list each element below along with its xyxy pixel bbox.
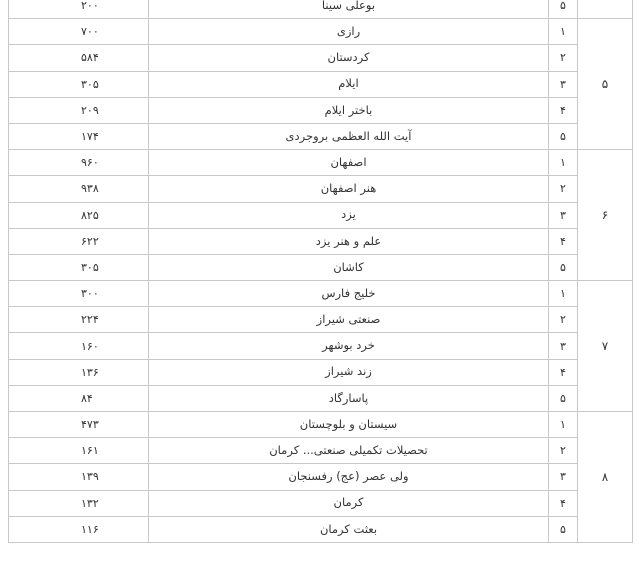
rank-cell: ۵ (549, 254, 578, 280)
rank-cell: ۳ (549, 71, 578, 97)
university-name-cell: علم و هنر یزد (149, 228, 549, 254)
score-cell: ۱۱۶ (9, 516, 149, 542)
rank-cell: ۳ (549, 333, 578, 359)
university-name-cell: بوعلی سینا (149, 0, 549, 19)
rank-cell: ۴ (549, 490, 578, 516)
university-name-cell: کردستان (149, 45, 549, 71)
table-row (9, 19, 633, 45)
score-cell: ۱۶۰ (9, 333, 149, 359)
table-row (9, 202, 633, 228)
score-cell: ۹۳۸ (9, 176, 149, 202)
rank-cell: ۱ (549, 150, 578, 176)
table-row (9, 97, 633, 123)
score-cell: ۱۳۲ (9, 490, 149, 516)
rank-cell: ۲ (549, 307, 578, 333)
table-row (9, 45, 633, 71)
rank-cell: ۲ (549, 438, 578, 464)
rank-cell: ۵ (549, 516, 578, 542)
university-name-cell: کاشان (149, 254, 549, 280)
group-number-cell: ۷ (578, 281, 633, 412)
table-row (9, 385, 633, 411)
rank-cell: ۱ (549, 281, 578, 307)
university-name-cell: بعثت کرمان (149, 516, 549, 542)
table-row (9, 150, 633, 176)
rank-cell: ۴ (549, 228, 578, 254)
university-name-cell: اصفهان (149, 150, 549, 176)
score-cell: ۷۰۰ (9, 19, 149, 45)
university-name-cell: صنعتی شیراز (149, 307, 549, 333)
score-cell: ۳۰۰ (9, 281, 149, 307)
table-row (9, 254, 633, 280)
table-row (9, 281, 633, 307)
university-name-cell: ولی عصر (عج) رفسنجان (149, 464, 549, 490)
score-cell: ۱۳۶ (9, 359, 149, 385)
score-cell: ۴۷۳ (9, 412, 149, 438)
university-name-cell: رازی (149, 19, 549, 45)
table-row (9, 438, 633, 464)
score-cell: ۱۳۹ (9, 464, 149, 490)
score-cell: ۵۸۴ (9, 45, 149, 71)
rank-cell: ۱ (549, 412, 578, 438)
university-name-cell: یزد (149, 202, 549, 228)
rank-cell: ۲ (549, 176, 578, 202)
table-row (9, 0, 633, 19)
table-row (9, 228, 633, 254)
group-number-cell: ۵ (578, 19, 633, 150)
rank-cell: ۳ (549, 202, 578, 228)
table-row (9, 307, 633, 333)
table-row (9, 412, 633, 438)
university-name-cell: خرد بوشهر (149, 333, 549, 359)
university-name-cell: آیت الله العظمی بروجردی (149, 123, 549, 149)
university-name-cell: ایلام (149, 71, 549, 97)
score-cell: ۱۷۴ (9, 123, 149, 149)
rank-cell: ۵ (549, 385, 578, 411)
university-name-cell: خلیج فارس (149, 281, 549, 307)
group-number-cell: ۸ (578, 412, 633, 543)
university-ranking-table (8, 0, 633, 543)
university-name-cell: پاسارگاد (149, 385, 549, 411)
score-cell: ۸۴ (9, 385, 149, 411)
university-name-cell: تحصیلات تکمیلی صنعتی... کرمان (149, 438, 549, 464)
table-row (9, 333, 633, 359)
university-name-cell: سیستان و بلوچستان (149, 412, 549, 438)
score-cell: ۹۶۰ (9, 150, 149, 176)
rank-cell: ۲ (549, 45, 578, 71)
table-row (9, 71, 633, 97)
table-row (9, 359, 633, 385)
university-name-cell: کرمان (149, 490, 549, 516)
score-cell: ۲۰۹ (9, 97, 149, 123)
rank-cell: ۴ (549, 97, 578, 123)
table-row (9, 176, 633, 202)
table-row (9, 516, 633, 542)
group-number-cell (578, 0, 633, 19)
table-row (9, 464, 633, 490)
table-body (9, 0, 633, 542)
score-cell: ۸۲۵ (9, 202, 149, 228)
university-name-cell: هنر اصفهان (149, 176, 549, 202)
table-row (9, 490, 633, 516)
rank-cell: ۵ (549, 123, 578, 149)
score-cell: ۲۲۴ (9, 307, 149, 333)
rank-cell: ۵ (549, 0, 578, 19)
university-name-cell: زند شیراز (149, 359, 549, 385)
table-row (9, 123, 633, 149)
score-cell: ۳۰۵ (9, 71, 149, 97)
university-name-cell: باختر ایلام (149, 97, 549, 123)
rank-cell: ۳ (549, 464, 578, 490)
rank-cell: ۱ (549, 19, 578, 45)
score-cell: ۲۰۰ (9, 0, 149, 19)
score-cell: ۶۲۲ (9, 228, 149, 254)
group-number-cell: ۶ (578, 150, 633, 281)
rank-cell: ۴ (549, 359, 578, 385)
score-cell: ۳۰۵ (9, 254, 149, 280)
score-cell: ۱۶۱ (9, 438, 149, 464)
